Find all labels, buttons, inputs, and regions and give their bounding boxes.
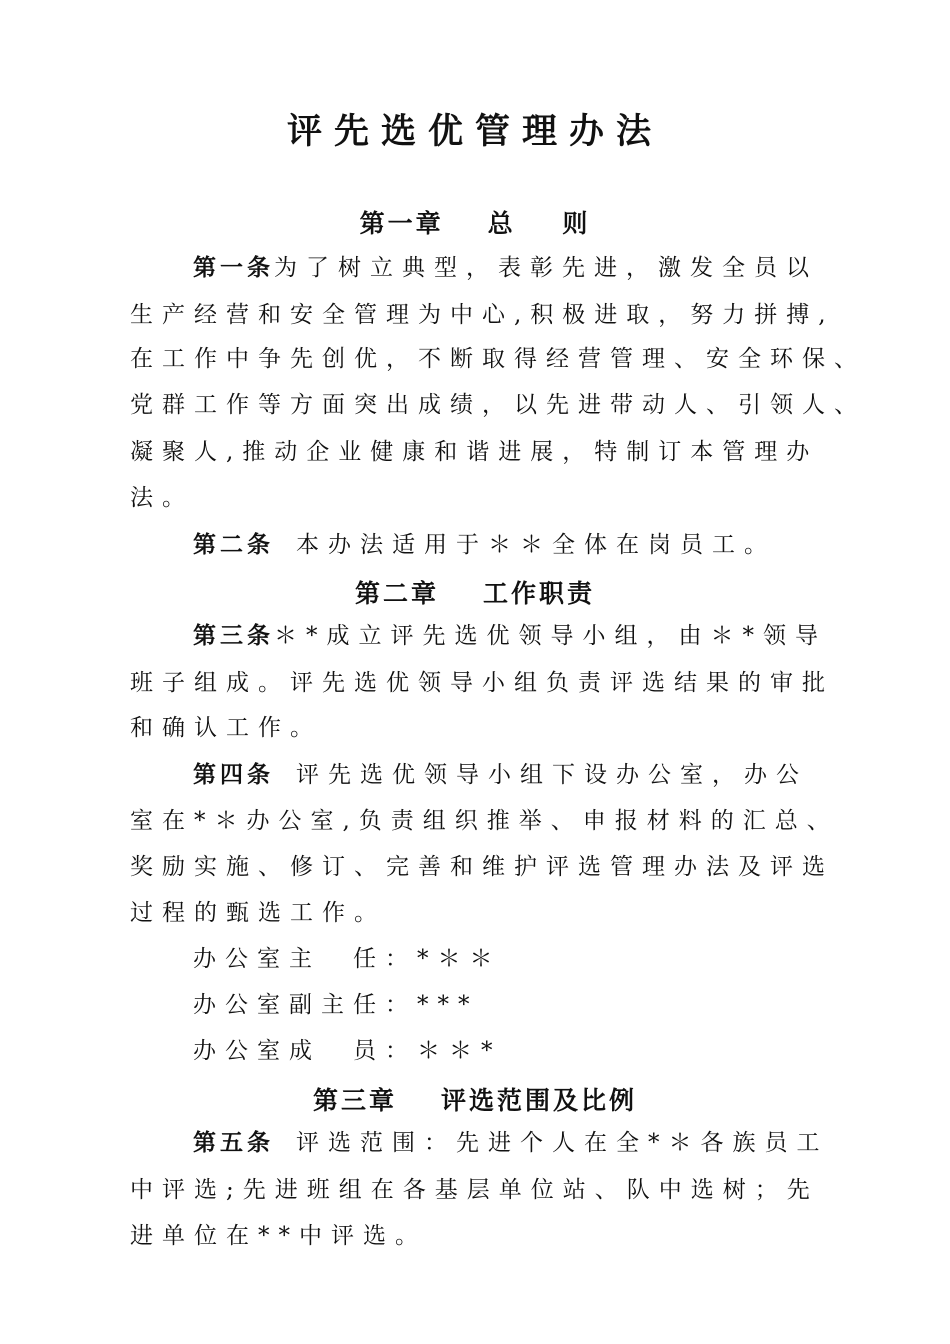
chapter-label: 第二章: [354, 579, 439, 608]
article-line: [193, 530, 776, 560]
article-line: 奖励实施、修订、完善和维护评选管理办法及评选: [130, 854, 834, 880]
chapter-name: 总 则: [487, 209, 591, 238]
article-label: 第一条: [193, 255, 274, 281]
article-label: 第二条: [193, 532, 274, 558]
office-value: ＊＊*: [417, 1038, 502, 1064]
article-text: 评先选优领导小组下设办公室，办公: [296, 762, 808, 788]
article-line: [193, 1128, 829, 1158]
article-line: 中评选;先进班组在各基层单位站、队中选树；先: [130, 1177, 819, 1203]
chapter-name: 评选范围及比例: [441, 1086, 638, 1115]
chapter-heading: [0, 204, 950, 240]
office-role: 办公室副主任：: [193, 992, 417, 1018]
article-line: 过程的甄选工作。: [130, 900, 386, 926]
article-text: 为了树立典型，表彰先进，激发全员以: [274, 255, 818, 281]
article-line: 在工作中争先创优，不断取得经营管理、安全环保、: [130, 346, 866, 372]
article-line: 和确认工作。: [130, 715, 322, 741]
article-label: 第四条: [193, 762, 274, 788]
chapter-label: 第一章: [359, 209, 444, 238]
article-line: [193, 760, 808, 790]
office-value: ***: [417, 992, 479, 1018]
office-member-row: [193, 1036, 502, 1066]
office-member-row: [193, 990, 479, 1020]
article-line: [193, 253, 818, 283]
article-line: [193, 621, 827, 651]
article-line: 凝聚人,推动企业健康和谐进展，特制订本管理办: [130, 439, 819, 465]
article-line: 党群工作等方面突出成绩，以先进带动人、引领人、: [130, 392, 866, 418]
chapter-heading: [0, 1081, 950, 1117]
article-line: 室在*＊办公室,负责组织推举、申报材料的汇总、: [130, 808, 839, 834]
article-label: 第三条: [193, 623, 274, 649]
article-line: 进单位在**中评选。: [130, 1223, 427, 1249]
chapter-label: 第三章: [312, 1086, 397, 1115]
article-line: 生产经营和安全管理为中心,积极进取，努力拼搏,: [130, 302, 835, 328]
article-text: 评选范围：先进个人在全*＊各族员工: [296, 1130, 829, 1156]
chapter-heading: [0, 574, 950, 610]
chapter-name: 工作职责: [483, 579, 596, 608]
document-title: 评先选优管理办法: [286, 112, 663, 152]
article-text: ＊*成立评先选优领导小组，由＊*领导: [274, 623, 827, 649]
article-line: 法。: [130, 485, 194, 511]
office-role: 办公室成 员：: [193, 1038, 417, 1064]
office-value: *＊＊: [417, 946, 502, 972]
office-role: 办公室主 任：: [193, 946, 417, 972]
office-member-row: [193, 944, 502, 974]
article-label: 第五条: [193, 1130, 274, 1156]
article-text: 本办法适用于＊＊全体在岗员工。: [296, 532, 776, 558]
article-line: 班子组成。评先选优领导小组负责评选结果的审批: [130, 670, 834, 696]
